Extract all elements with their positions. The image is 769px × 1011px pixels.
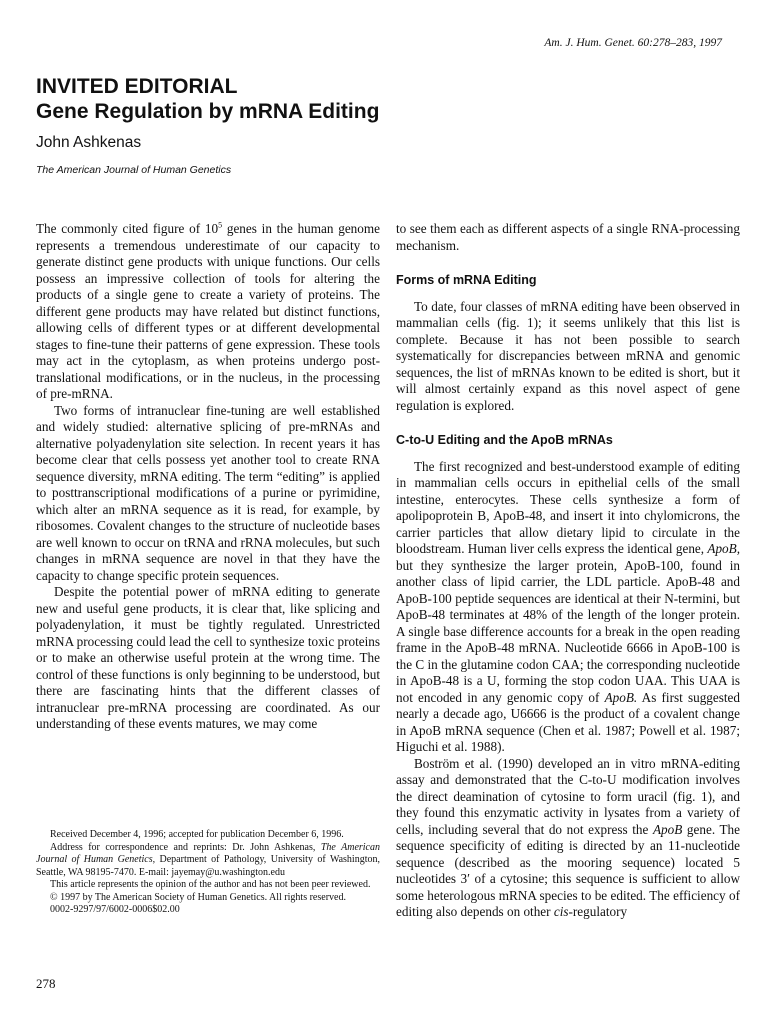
article-title: Gene Regulation by mRNA Editing (36, 100, 380, 123)
article-header (36, 74, 736, 176)
section-heading-c-to-u: C-to-U Editing and the ApoB mRNAs (396, 433, 613, 447)
opinion-note: This article represents the opinion of the author and has not been peer reviewed. (50, 879, 371, 890)
section-heading-forms: Forms of mRNA Editing (396, 273, 537, 287)
body-paragraph: The first recognized and best-understood example of editing in mammalian cells occurs in epithelial cells of the small intestine, enterocytes. These cells synthesize a form of apolipoprotein B, ApoB-48, and insert it into chylomicrons, the carrier particles that allow dietary lipid to circulate in the bloodstream. Human liver cells express the identical gene, ApoB, but they synthesize the larger protein, ApoB-100, found in another class of lipid carrier, the LDL particle. ApoB-48 and ApoB-100 peptide sequences are identical at their N-termini, but ApoB-48 terminates at 48% of the length of the longer protein. A single base difference accounts for a break in the open reading frame in the ApoB-48 mRNA. Nucleotide 6666 in ApoB-100 is the C in the glutamine codon CAA; the corresponding nucleotide in ApoB-48 is a U, forming the stop codon UAA. This UAA is not encoded in any genomic copy of ApoB. As first suggested nearly a decade ago, U6666 is the product of a covalent change in ApoB mRNA sequence (Chen et al. 1987; Powell et al. 1987; Higuchi et al. 1988). (396, 458, 740, 754)
left-column (36, 221, 380, 733)
body-paragraph: Despite the potential power of mRNA editing to generate new and useful gene products, it is clear that, like splicing and polyadenylation, it must be tightly regulated. Unrestricted mRNA processing could lead the cell to synthesize toxic proteins or to make an otherwise useful protein at the wrong time. The control of these functions is only beginning to be understood, but there are fascinating hints that the different classes of intranuclear pre-mRNA processing are coordinated. As our understanding of these events matures, we may come (36, 584, 380, 731)
journal-citation: Am. J. Hum. Genet. 60:278–283, 1997 (544, 37, 722, 49)
page-number: 278 (36, 976, 56, 991)
article-kicker: INVITED EDITORIAL (36, 75, 238, 98)
right-column (396, 221, 740, 921)
body-paragraph: Boström et al. (1990) developed an in vitro mRNA-editing assay and demonstrated that the C-to-U modification involves the direct deamination of cytosine to form uracil (fig. 1), and they found this enzymatic activity in lysates from a variety of cells, including several that do not express the ApoB gene. The sequence specificity of editing is directed by an 11-nucleotide sequence (described as the mooring sequence) located 5 nucleotides 3′ of a cytosine; this sequence is sufficient to allow some heterologous mRNA species to be edited. The efficiency of editing also depends on other cis-regulatory (396, 755, 740, 919)
body-paragraph: To date, four classes of mRNA editing have been observed in mammalian cells (fig. 1); it seems unlikely that this list is complete. Because it has not been possible to search systematically for discrepancies between mRNA and genomic sequences, the list of mRNAs known to be edited is short, but it will almost certainly expand as this novel aspect of gene regulation is explored. (396, 298, 740, 413)
received-note: Received December 4, 1996; accepted for publication December 6, 1996. (50, 829, 344, 840)
footnotes (36, 829, 380, 917)
issn-code: 0002-9297/97/6002-0006$02.00 (50, 904, 180, 915)
author-affiliation: The American Journal of Human Genetics (36, 164, 232, 176)
copyright-note: © 1997 by The American Society of Human Genetics. All rights reserved. (50, 891, 346, 903)
author-name: John Ashkenas (36, 134, 142, 151)
body-paragraph: to see them each as different aspects of a single RNA-processing mechanism. (396, 221, 740, 253)
body-paragraph: Two forms of intranuclear fine-tuning are well established and widely studied: alternative splicing of pre-mRNAs and alternative polyadenylation site selection. In recent years it has become clear that cells possess yet another tool to create RNA sequence diversity, mRNA editing. The term “editing” is applied to posttranscriptional modifications of a purine or pyrimidine, which alter an mRNA sequence as it is read, for example, by ribosomes. Covalent changes to the structure of nucleotide bases are well known to occur on tRNA and rRNA molecules, but such changes in mRNA sequence are novel in that they have the capacity to change specific protein sequences. (36, 402, 380, 583)
correspondence-note: Address for correspondence and reprints: Dr. John Ashkenas, The American Journal of Human Genetics, Department of Pathology, University of Washington, Seattle, WA 98195-7470. E-mail: jayemay@u.washington.edu (36, 841, 380, 878)
body-paragraph: The commonly cited figure of $10^5$ genes in the human genome represents a tremendous underestimate of our capacity to generate distinct gene products with unique functions. Our cells possess an impressive collection of tools for altering the products of a single gene to create a variety of proteins. The different gene products may have related but distinct functions, allowing cells of different types or at different developmental stages to fine-tune their patterns of gene expression. These tools may act in the cytoplasm, as when proteins undergo post-translational modifications, or in the nucleus, in the processing of pre-mRNA. (36, 220, 380, 401)
